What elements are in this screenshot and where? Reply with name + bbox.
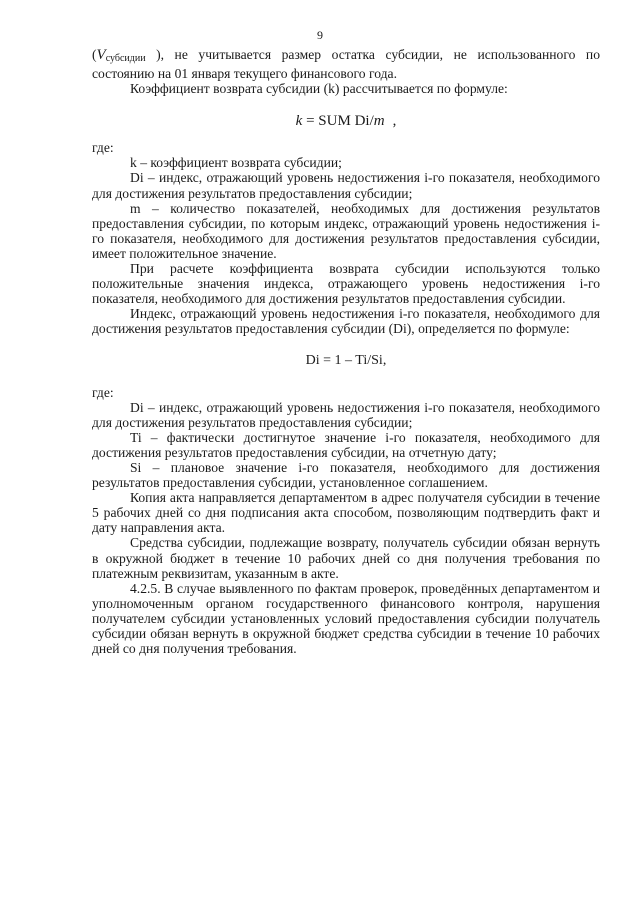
where-label-2: где:	[92, 384, 114, 400]
paragraph-4-2-5: 4.2.5. В случае выявленного по фактам проверок, проведённых департаментом и уполномоченным органом государственного финансового контроля, нарушения получателем субсидии установленных условий предоставления субсидии получатель субсидии обязан вернуть в окружной бюджет средства субсидии в течение 10 рабочих дней со дня получения требования.	[92, 580, 600, 657]
paragraph-index-intro: Индекс, отражающий уровень недостижения i-го показателя, необходимого для достижения результатов предоставления субсидии (Di), определяется по формуле:	[92, 306, 600, 337]
definition-k: k – коэффициент возврата субсидии;	[130, 155, 342, 171]
document-body	[92, 47, 600, 656]
definition-m: m – количество показателей, необходимых для достижения результатов предоставления субсидии, по которым индекс, отражающий уровень недостижения i-го показателя, необходимого для достижения результатов предоставления субсидии, имеет положительное значение.	[92, 200, 600, 261]
paragraph-funds-return: Средства субсидии, подлежащие возврату, получатель субсидии обязан вернуть в окружной бюджет в течение 10 рабочих дней со дня получения требования по платежным реквизитам, указанным в акте.	[92, 535, 600, 581]
formula-k-suffix: ,	[392, 113, 397, 130]
v-open-paren: (	[92, 47, 97, 62]
paragraph-v-subsidy	[92, 47, 600, 81]
page-number: 9	[317, 28, 323, 42]
definition-ti: Ti – фактически достигнутое значение i-го показателя, необходимого для достижения результатов предоставления субсидии, на отчетную дату;	[92, 429, 600, 460]
v-subscript: субсидии	[105, 53, 146, 64]
formula-k	[92, 110, 600, 132]
v-symbol: V	[96, 47, 106, 63]
paragraph-coefficient-intro: Коэффициент возврата субсидии (k) рассчитывается по формуле:	[130, 81, 508, 97]
paragraph-v-text: ), не учитывается размер остатка субсидии, не использованного по состоянию на 01 января текущего финансового года.	[92, 47, 600, 82]
formula-k-eq: = SUM Di/	[302, 113, 374, 130]
formula-di: Di = 1 – Ti/Si,	[305, 352, 387, 368]
where-label-1: где:	[92, 140, 114, 156]
formula-k-symbol: k	[295, 113, 303, 130]
definition-si: Si – плановое значение i-го показателя, необходимого для достижения результатов предоставления субсидии, установленное соглашением.	[92, 459, 600, 491]
definition-di-1: Di – индекс, отражающий уровень недостижения i-го показателя, необходимого для достижения результатов предоставления субсидии;	[92, 170, 600, 201]
formula-k-m: m	[373, 113, 385, 130]
paragraph-positive-values: При расчете коэффициента возврата субсидии используются только положительные значения индекса, отражающего уровень недостижения i-го показателя, необходимого для достижения результатов предоставления субсидии.	[92, 261, 600, 307]
definition-di-2: Di – индекс, отражающий уровень недостижения i-го показателя, необходимого для достижения результатов предоставления субсидии;	[92, 399, 600, 430]
paragraph-act-copy: Копия акта направляется департаментом в адрес получателя субсидии в течение 5 рабочих дней со дня подписания акта способом, позволяющим подтвердить факт и дату направления акта.	[92, 490, 600, 536]
